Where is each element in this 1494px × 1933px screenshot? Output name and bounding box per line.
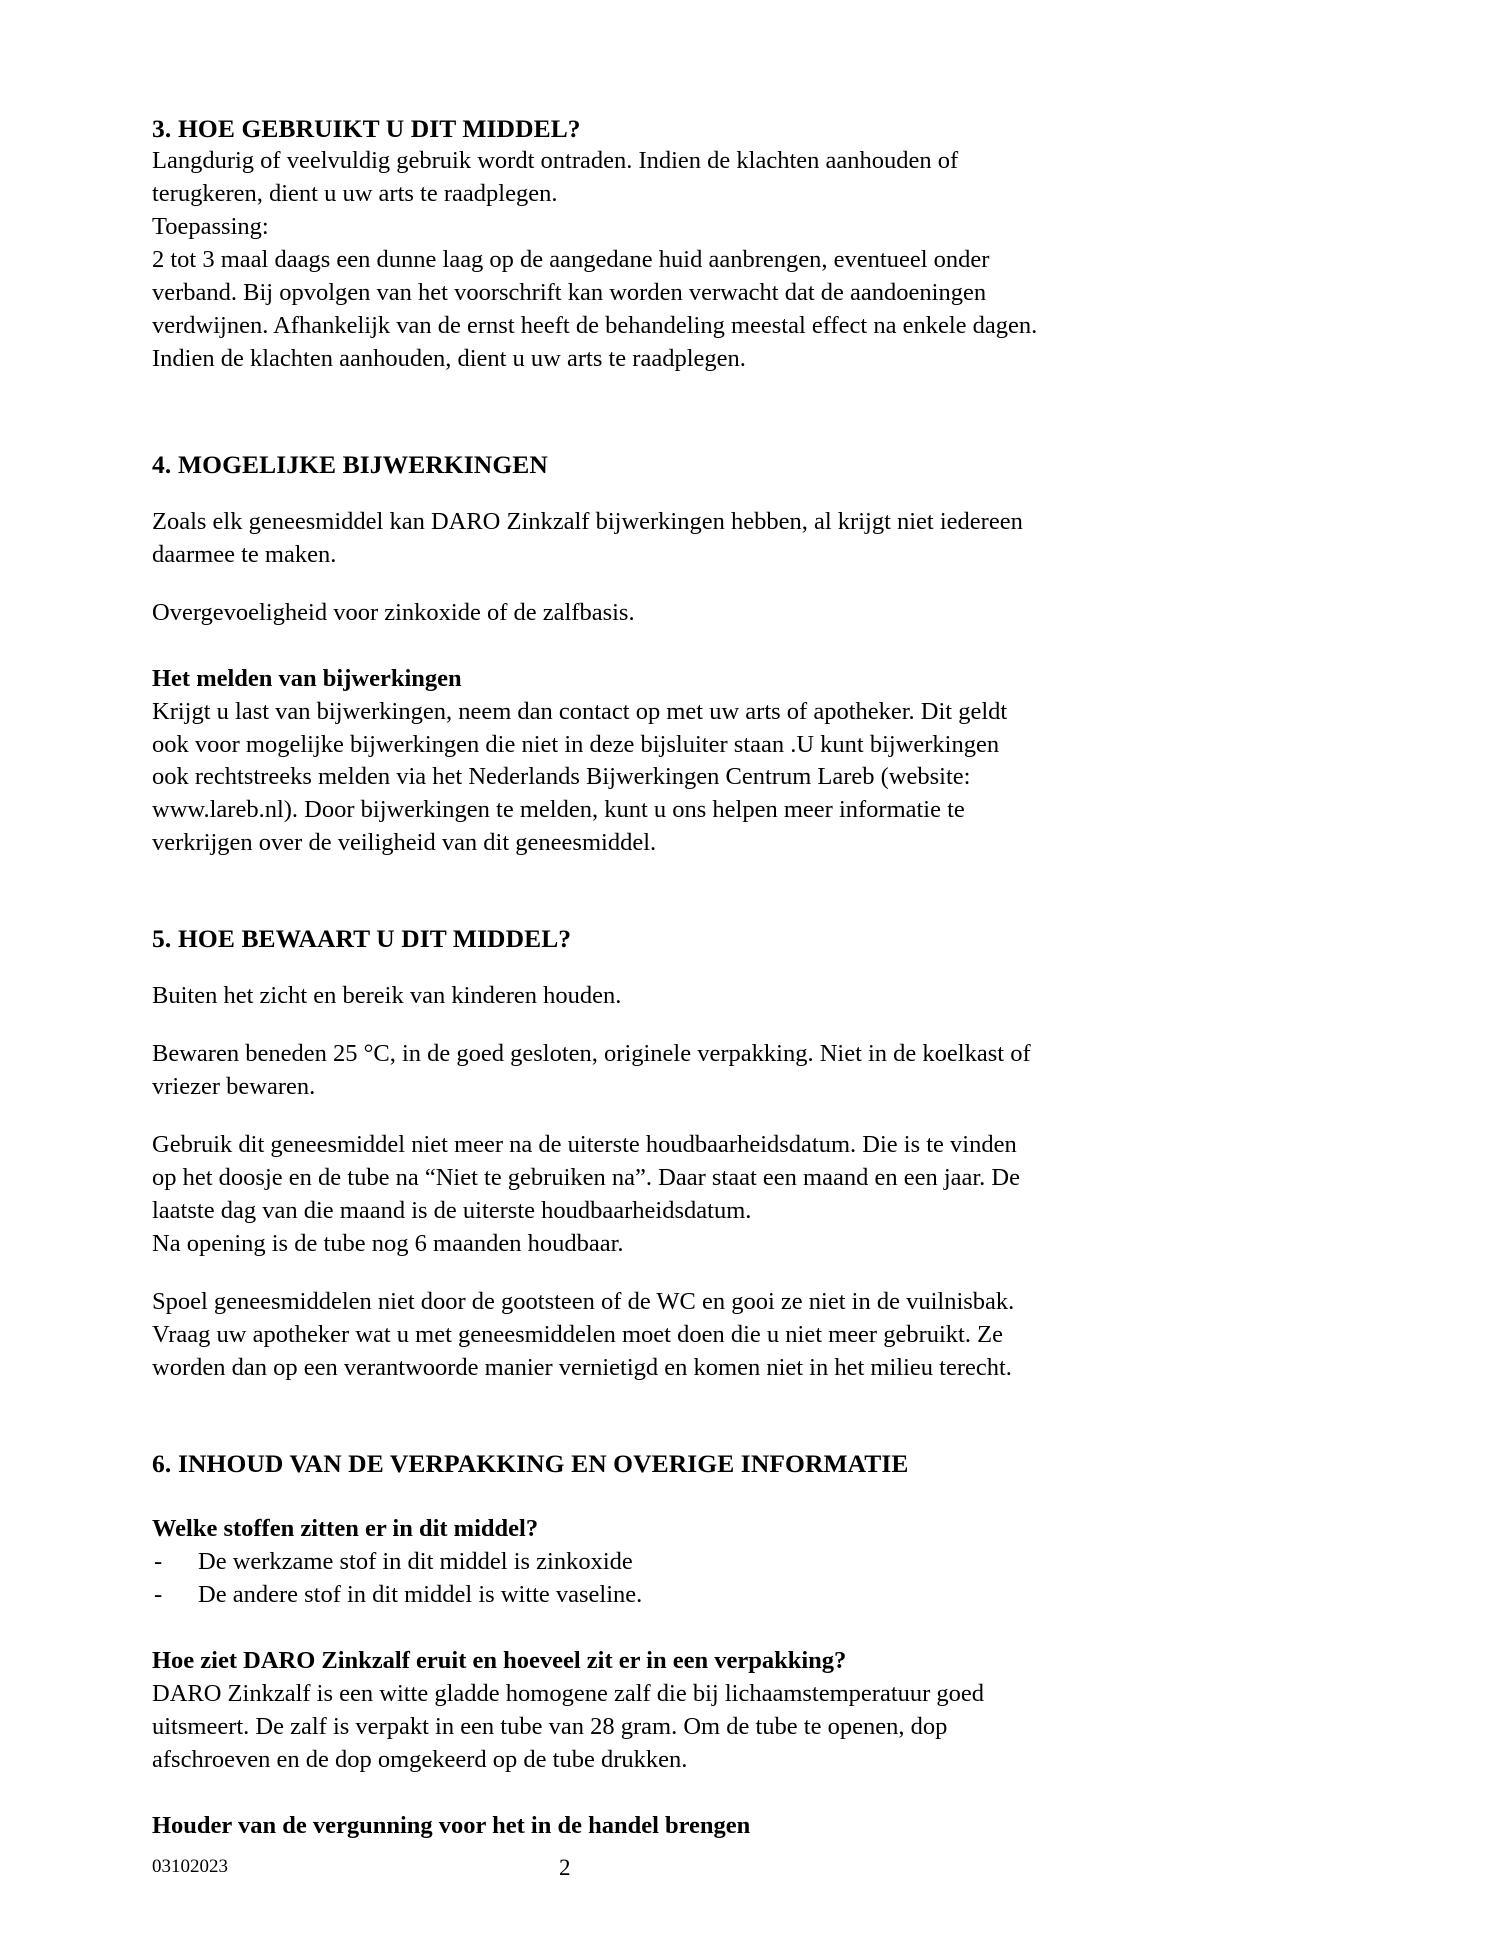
section-3-heading <box>152 112 1040 145</box>
section-3-paragraph-1: Langdurig of veelvuldig gebruik wordt ontraden. Indien de klachten aanhouden of terugkeren, dient u uw arts te raadplegen. <box>152 147 959 208</box>
spacer <box>152 1480 1040 1513</box>
section-4 <box>152 448 1040 861</box>
section-5 <box>152 922 1040 1385</box>
section-4-reporting-paragraph: Krijgt u last van bijwerkingen, neem dan contact op met uw arts of apotheker. Dit geldt ook voor mogelijke bijwerkingen die niet in deze bijsluiter staan .U kunt bijwerkingen ook rechtstreeks melden via het Nederlands Bijwerkingen Centrum Lareb (website: www.lareb.nl). Door bijwerkingen te melden, kunt u ons helpen meer informatie te verkrijgen over de veiligheid van dit geneesmiddel. <box>152 697 1008 857</box>
dash-marker: - <box>154 1580 163 1608</box>
section-4-title: MOGELIJKE BIJWERKINGEN <box>178 449 548 479</box>
document-body <box>152 112 1040 1842</box>
section-5-heading <box>152 922 1040 955</box>
section-3-title: HOE GEBRUIKT U DIT MIDDEL? <box>178 114 581 143</box>
spacer <box>152 955 1040 980</box>
section-5-number: 5. <box>152 924 172 954</box>
spacer <box>152 572 1040 597</box>
list-item <box>152 1579 1040 1612</box>
section-3 <box>152 112 1040 376</box>
spacer <box>152 630 1040 663</box>
spacer <box>152 1261 1040 1286</box>
page-number: 2 <box>559 1855 571 1880</box>
section-6-appearance-paragraph: DARO Zinkzalf is een witte gladde homogene zalf die bij lichaamstemperatuur goed uitsmeert. De zalf is verpakt in een tube van 28 gram. Om de tube te openen, dop afschroeven en de dop omgekeerd op de tube drukken. <box>152 1679 985 1773</box>
substance-text: De andere stof in dit middel is witte vaseline. <box>198 1580 643 1608</box>
section-6-title: INHOUD VAN DE VERPAKKING EN OVERIGE INFORMATIE <box>178 1448 909 1478</box>
dash-marker: - <box>154 1547 163 1575</box>
list-item <box>152 1546 1040 1579</box>
section-4-number: 4. <box>152 449 172 479</box>
section-3-paragraph-3: 2 tot 3 maal daags een dunne laag op de aangedane huid aanbrengen, eventueel onder verband. Bij opvolgen van het voorschrift kan worden verwacht dat de aandoeningen verdwijnen. Afhankelijk van de ernst heeft de behandeling meestal effect na enkele dagen. Indien de klachten aanhouden, dient u uw arts te raadplegen. <box>152 245 1038 372</box>
section-5-paragraph-2: Bewaren beneden 25 °C, in de goed gesloten, originele verpakking. Niet in de koelkast of vriezer bewaren. <box>152 1040 1031 1101</box>
section-4-heading <box>152 448 1040 481</box>
section-6-heading <box>152 1447 1040 1480</box>
document-date: 03102023 <box>152 1856 228 1877</box>
section-4-paragraph-2: Overgevoeligheid voor zinkoxide of de zalfbasis. <box>152 598 635 626</box>
spacer <box>152 860 1040 922</box>
spacer <box>152 1013 1040 1038</box>
section-4-paragraph-1: Zoals elk geneesmiddel kan DARO Zinkzalf bijwerkingen hebben, al krijgt niet iedereen daarmee te maken. <box>152 507 1023 568</box>
spacer <box>152 481 1040 506</box>
section-5-paragraph-4: Na opening is de tube nog 6 maanden houdbaar. <box>152 1230 624 1258</box>
substances-list <box>152 1546 1040 1612</box>
section-3-number: 3. <box>152 114 172 143</box>
spacer <box>152 1612 1040 1645</box>
spacer <box>152 376 1040 448</box>
substance-text: De werkzame stof in dit middel is zinkoxide <box>198 1547 633 1575</box>
section-6-subheading-holder: Houder van de vergunning voor het in de handel brengen <box>152 1811 751 1839</box>
spacer <box>152 1385 1040 1447</box>
section-6-subheading-substances: Welke stoffen zitten er in dit middel? <box>152 1514 539 1542</box>
spacer <box>152 1104 1040 1129</box>
section-6 <box>152 1447 1040 1843</box>
section-5-paragraph-5: Spoel geneesmiddelen niet door de gootsteen of de WC en gooi ze niet in de vuilnisbak. Vraag uw apotheker wat u met geneesmiddelen moet doen die u niet meer gebruikt. Ze worden dan op een verantwoorde manier vernietigd en komen niet in het milieu terecht. <box>152 1287 1015 1381</box>
section-5-paragraph-3: Gebruik dit geneesmiddel niet meer na de uiterste houdbaarheidsdatum. Die is te vinden op het doosje en de tube na “Niet te gebruiken na”. Daar staat een maand en een jaar. De laatste dag van die maand is de uiterste houdbaarheidsdatum. <box>152 1131 1021 1225</box>
spacer <box>152 1777 1040 1810</box>
section-4-subheading-reporting: Het melden van bijwerkingen <box>152 664 462 692</box>
section-5-title: HOE BEWAART U DIT MIDDEL? <box>178 924 572 954</box>
section-6-number: 6. <box>152 1448 172 1478</box>
section-5-paragraph-1: Buiten het zicht en bereik van kinderen houden. <box>152 982 622 1010</box>
section-6-subheading-appearance: Hoe ziet DARO Zinkzalf eruit en hoeveel zit er in een verpakking? <box>152 1646 847 1674</box>
section-3-paragraph-2: Toepassing: <box>152 213 269 241</box>
